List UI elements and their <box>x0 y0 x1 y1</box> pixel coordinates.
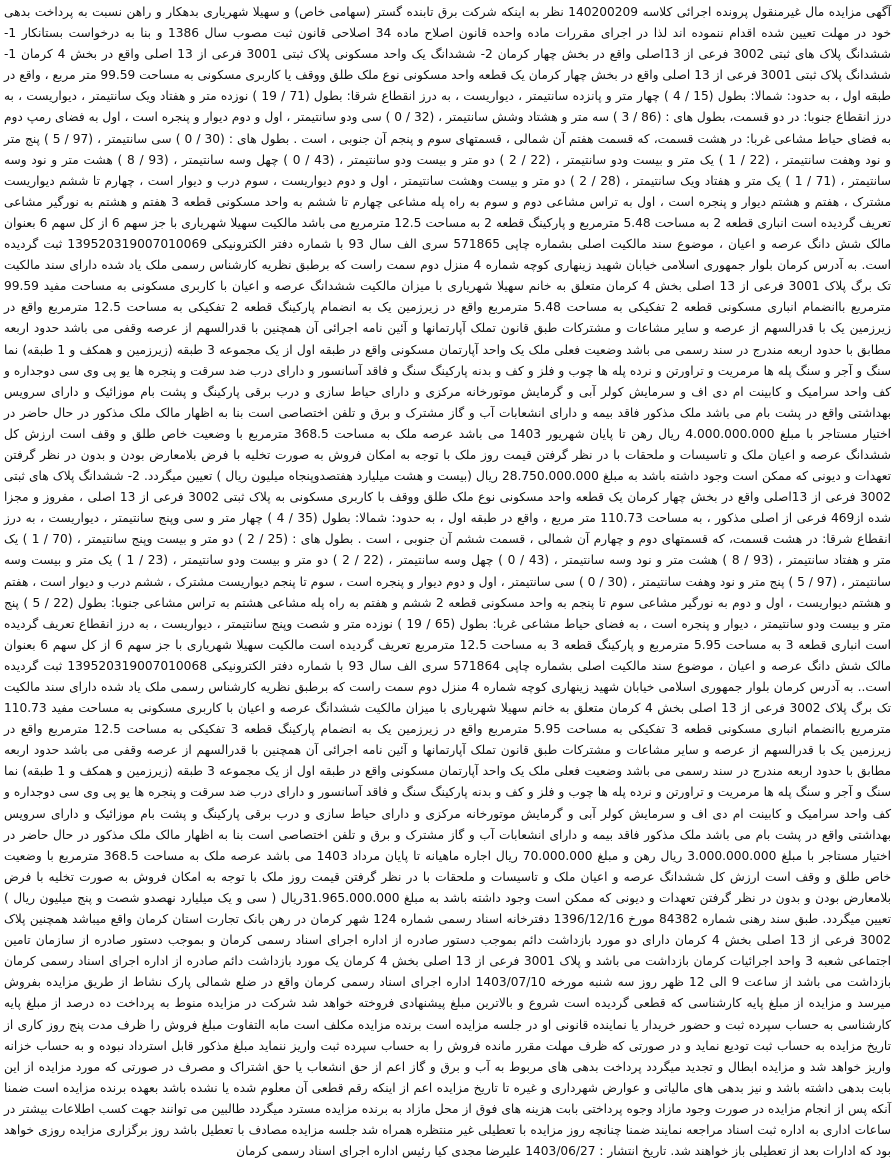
notice-body <box>4 2 891 1162</box>
notice-text: آگهی مزایده مال غیرمنقول پرونده اجرائی کلاسه 140200209 نظر به اینکه شرکت برق تابنده گستر (سهامی خاص) و سهیلا شهریاری بدهکار و راهن نسبت به پرداخت بدهی خود در مهلت تعیین شده اقدام ننموده اند لذا در اجرای مقررات ماده واحده قانون اصلاح ماده 34 اصلاحی قانون ثبت مصوب سال 1386 و بنا به درخواست بستانکار 1- ششدانگ پلاک های ثبتی 3002 فرعی از 13اصلی واقع در بخش چهار کرمان 2- ششدانگ یک واحد مسکونی پلاک ثبتی 3001 فرعی از 13 اصلی واقع در بخش 4 کرمان 1- ششدانگ پلاک ثبتی 3001 فرعی از 13 اصلی واقع در بخش چهار کرمان یک قطعه واحد مسکونی نوع ملک طلق ووقف یا کاربری مسکونی به مساحت 99.59 متر مربع ، واقع در طبقه اول ، به حدود: شمالا: بطول (15 / 4 ) چهار متر و پانزده سانتیمتر ، دیواریست ، به درز انقطاع شرقا: بطول (71 / 19 ) نوزده متر و هفتاد ویک سانتیمتر ، دیواریست ، به درز انقطاع جنوبا: در دو قسمت، بطول های : (86 / 3 ) سه متر و هشتاد وشش سانتیمتر ، (32 / 0 ) سی ودو سانتیمتر ، اول و دوم دیوار و پنجره است ، اول به فضای رمپ دوم به فضای حیاط مشاعی غربا: در هشت قسمت، که قسمت هفتم آن شمالی ، قسمتهای سوم و پنجم آن جنوبی ، است . بطول های : (30 / 0 ) سی سانتیمتر ، (97 / 5 ) پنج متر و نود وهفت سانتیمتر ، (22 / 1 ) یک متر و بیست ودو سانتیمتر ، (22 / 2 ) دو متر و بیست ودو سانتیمتر ، (43 / 0 ) چهل وسه سانتیمتر ، (93 / 8 ) هشت متر و نود وسه سانتیمتر ، (71 / 1 ) یک متر و هفتاد ویک سانتیمتر ، (28 / 2 ) دو متر و بیست وهشت سانتیمتر ، اول و دوم دیواریست ، سوم درب و دیوار است ، چهارم تا ششم دیواریست مشترک ، هفتم و هشتم دیوار و پنجره است ، اول به تراس مشاعی دوم و سوم به راه پله مشاعی چهارم تا ششم به واحد مسکونی قطعه 3 هفتم و هشتم به نورگیر مشاعی تعریف گردیده است انباری قطعه 2 به مساحت 5.48 مترمربع و پارکینگ قطعه 2 به مساحت 12.5 مترمربع می باشد مالکیت سهیلا شهریاری با جز سهم 6 از کل سهم 6 بعنوان مالک شش دانگ عرصه و اعیان ، موضوع سند مالکیت اصلی بشماره چاپی 571865 سری الف سال 93 با شماره دفتر الکترونیکی 139520319007010069 ثبت گردیده است. به آدرس کرمان بلوار جمهوری اسلامی خیابان شهید زینهاری کوچه شماره 4 منزل دوم سمت راست که برطبق نظریه کارشناس رسمی ملک یاد شده دارای سند مالکیت تک برگ پلاک 3001 فرعی از 13 اصلی بخش 4 کرمان متعلق به خانم سهیلا شهریاری با میزان مالکیت ششدانگ عرصه و اعیان با کاربری مسکونی به مساحت مفید 99.59 مترمربع باانضمام انباری مسکونی قطعه 2 تفکیکی به مساحت 5.48 مترمربع واقع در زیرزمین یک به انضمام پارکینگ قطعه 2 تفکیکی به مساحت 12.5 مترمربع واقع در زیرزمین یک با قدرالسهم از عرصه و سایر مشاعات و مشترکات طبق قانون تملک آپارتمانها و آئین نامه اجرائی آن همچنین با قدرالسهم از عرصه وقفی می باشد حدود اربعه مطابق با حدود اربعه مندرج در سند رسمی می باشد وضعیت فعلی ملک یک واحد آپارتمان مسکونی واقع در طبقه اول از یک مجموعه 3 طبقه (زیرزمین و همکف و 1 طبقه) نما سنگ و آجر و سنگ پله ها مرمریت و تراورتن و نرده پله ها چوب و فلز و کف و بدنه پارکینگ سنگ و فاقد آسانسور و دارای درب ضد سرقت و پنجره ها یو پی وی سی دوجداره و کف واحد سرامیک و کابینت ام دی اف و سرمایش کولر آبی و گرمایش موتورخانه مرکزی و دارای حیاط سازی و درب برقی پارکینگ و پشت بام موزائیک و دارای سرویس بهداشتی واقع در پشت بام می باشد ملک مذکور فاقد بیمه و دارای انشعابات آب و گاز مشترک و برق و تلفن اختصاصی است بنا به اظهار مالک ملک مذکور در حال حاضر در اختیار مستاجر با مبلغ 4.000.000.000 ریال رهن تا پایان شهریور 1403 می باشد عرصه ملک به مساحت 368.5 مترمربع با وضعیت خاص طلق و وقف است ارزش کل ششدانگ عرصه و اعیان ملک و تاسیسات و ملحقات با در نظر گرفتن قیمت روز ملک با توجه به امکان فروش به صورت تخلیه با فرض بلامعارض بودن و بدون در نظر گرفتن تعهدات و دیونی که ممکن است وجود داشته باشد به مبلغ 28.750.000.000 ریال (بیست و هشت میلیارد هفتصدوپنجاه میلیون ریال ) تعیین میگردد. 2- ششدانگ پلاک های ثبتی 3002 فرعی از 13اصلی واقع در بخش چهار کرمان یک قطعه واحد مسکونی نوع ملک طلق ووقف با کاربری مسکونی به پلاک ثبتی 3002 فرعی از 13 اصلی ، مفروز و مجزا شده از469 فرعی از اصلی مذکور ، به مساحت 110.73 متر مربع ، واقع در طبقه اول ، به حدود: شمالا: بطول (35 / 4 ) چهار متر و سی وپنج سانتیمتر ، دیواریست ، به درز انقطاع شرقا: در هشت قسمت، که قسمتهای دوم و چهارم آن شمالی ، قسمت ششم آن جنوبی ، است . بطول های : (25 / 2 ) دو متر و بیست وپنج سانتیمتر ، (70 / 1 ) یک متر و هفتاد سانتیمتر ، (93 / 8 ) هشت متر و نود وسه سانتیمتر ، (43 / 0 ) چهل وسه سانتیمتر ، (22 / 2 ) دو متر و بیست ودو سانتیمتر ، (23 / 1 ) یک متر و بیست وسه سانتیمتر ، (97 / 5 ) پنج متر و نود وهفت سانتیمتر ، (30 / 0 ) سی سانتیمتر ، اول و دوم دیوار و پنجره است ، سوم تا پنجم دیواریست مشترک ، ششم درب و دیوار است ، هفتم و هشتم دیواریست ، اول و دوم به نورگیر مشاعی سوم تا پنجم به واحد مسکونی قطعه 2 ششم و هفتم به راه پله مشاعی هشتم به تراس مشاعی جنوبا: بطول (22 / 5 ) پنج متر و بیست ودو سانتیمتر ، دیوار و پنجره است ، به فضای حیاط مشاعی غربا: بطول (65 / 19 ) نوزده متر و شصت وپنج سانتیمتر ، دیواریست ، به درز انقطاع تعریف گردیده است انباری قطعه 3 به مساحت 5.95 مترمربع و پارکینگ قطعه 3 به مساحت 12.5 مترمربع تعریف گردیده است مالکیت سهیلا شهریاری با جز سهم 6 از کل سهم 6 بعنوان مالک شش دانگ عرصه و اعیان ، موضوع سند مالکیت اصلی بشماره چاپی 571864 سری الف سال 93 با شماره دفتر الکترونیکی 139520319007010068 ثبت گردیده است.. به آدرس کرمان بلوار جمهوری اسلامی خیابان شهید زینهاری کوچه شماره 4 منزل دوم سمت راست که برطبق نظریه کارشناس رسمی ملک یاد شده دارای سند مالکیت تک برگ پلاک 3002 فرعی از 13 اصلی بخش 4 کرمان متعلق به خانم سهیلا شهریاری با میزان مالکیت ششدانگ عرصه و اعیان با کاربری مسکونی به مساحت مفید 110.73 مترمربع باانضمام انباری مسکونی قطعه 3 تفکیکی به مساحت 5.95 مترمربع واقع در زیرزمین یک به انضمام پارکینگ قطعه 3 تفکیکی به مساحت 12.5 مترمربع واقع در زیرزمین یک با قدرالسهم از عرصه و سایر مشاعات و مشترکات طبق قانون تملک آپارتمانها و آئین نامه اجرائی آن همچنین با قدرالسهم از عرصه وقفی می باشد حدود اربعه مطابق با حدود اربعه مندرج در سند رسمی می باشد وضعیت فعلی ملک یک واحد آپارتمان مسکونی واقع در طبقه اول از یک مجموعه 3 طبقه (زیرزمین و همکف و 1 طبقه) نما سنگ و آجر و سنگ پله ها مرمریت و تراورتن و نرده پله ها چوب و فلز و کف و بدنه پارکینگ سنگ و فاقد آسانسور و دارای درب ضد سرقت و پنجره ها یو پی وی سی دوجداره و کف واحد سرامیک و کابینت ام دی اف و سرمایش کولر آبی و گرمایش موتورخانه مرکزی و دارای حیاط سازی و درب برقی پارکینگ و پشت بام موزائیک و دارای سرویس بهداشتی واقع در پشت بام می باشد ملک مذکور فاقد بیمه و دارای انشعابات آب و گاز مشترک و برق و تلفن اختصاصی است بنا به اظهار مالک ملک مذکور در حال حاضر در اختیار مستاجر با مبلغ 3.000.000.000 ریال رهن و مبلغ 70.000.000 ریال اجاره ماهیانه تا پایان مرداد 1403 می باشد عرصه ملک به مساحت 368.5 مترمربع با وضعیت خاص طلق و وقف است ارزش کل ششدانگ عرصه و اعیان ملک و تاسیسات و ملحقات با در نظر گرفتن قیمت روز ملک با توجه به امکان فروش به صورت تخلیه با فرض بلامعارض بودن و بدون در نظر گرفتن تعهدات و دیونی که ممکن است وجود داشته باشد به مبلغ 31.965.000.000ریال ( سی و یک میلیارد نهصدو شصت و پنج میلیون ریال ) تعیین میگردد. طبق سند رهنی شماره 84382 مورخ 1396/12/16 دفترخانه اسناد رسمی شماره 124 شهر کرمان در رهن بانک تجارت استان کرمان واقع میباشد همچنین پلاک 3002 فرعی از 13 اصلی بخش 4 کرمان دارای دو مورد بازداشت دائم بموجب دستور صادره از اداره اجرای اسناد رسمی کرمان و بموجب دستور صادره از سازمان تامین اجتماعی شعبه 3 واحد اجرائیات کرمان بازداشت می باشد و پلاک 3001 فرعی از 13 اصلی بخش 4 کرمان یک مورد بازداشت دائم صادره از اداره اجرای اسناد رسمی کرمان بازداشت می باشد از ساعت 9 الی 12 ظهر روز سه شنبه مورخه 1403/07/10 اداره اجرای اسناد رسمی کرمان واقع در ضلع شمالی پارک نشاط از طریق مزایده بفروش میرسد و مزایده از مبلغ پایه کارشناسی که قطعی گردیده است شروع و بالاترین مبلغ پیشنهادی فروخته خواهد شد شرکت در مزایده منوط به پرداخت ده درصد از مبلغ پایه کارشناسی به حساب سپرده ثبت و حضور خریدار یا نماینده قانونی او در جلسه مزایده است برنده مزایده مکلف است مابه التفاوت مبلغ فروش را ظرف مدت پنج روز کاری از تاریخ مزایده به حساب ثبت تودیع نماید و در صورتی که ظرف مهلت مقرر مانده فروش را به حساب سپرده ثبت واریز ننماید مبلغ مذکور قابل استرداد نبوده و به حساب خزانه واریز خواهد شد و مزایده ابطال و تجدید میگردد پرداخت بدهی های مربوط به آب و برق و گاز اعم از حق انشعاب یا حق اشتراک و مصرف در صورتی که مورد مزایده از این بابت بدهی داشته باشد و نیز بدهی های مالیاتی و عوارض شهرداری و غیره تا تاریخ مزایده اعم از اینکه رقم قطعی آن معلوم شده یا نشده باشد بعهده برنده مزایده است ضمنا آنکه پس از انجام مزایده در صورت وجود مازاد وجوه پرداختی بابت هزینه های فوق از محل مازاد به برنده مزایده مسترد میگردد طالبین می توانند جهت کسب اطلاعات بیشتر در ساعات اداری به اداره ثبت اسناد مراجعه نمایند ضمنا چنانچه روز مزایده با تعطیلی غیر منتظره همراه شد جلسه مزایده مصادف با تعطیل باشد روز برگزاری مزایده روزی خواهد بود که ادارات بعد از تعطیلی باز خواهند شد. تاریخ انتشار : 1403/06/27 علیرضا مجدی کیا رئیس اداره اجرای اسناد رسمی کرمان <box>4 5 892 1159</box>
